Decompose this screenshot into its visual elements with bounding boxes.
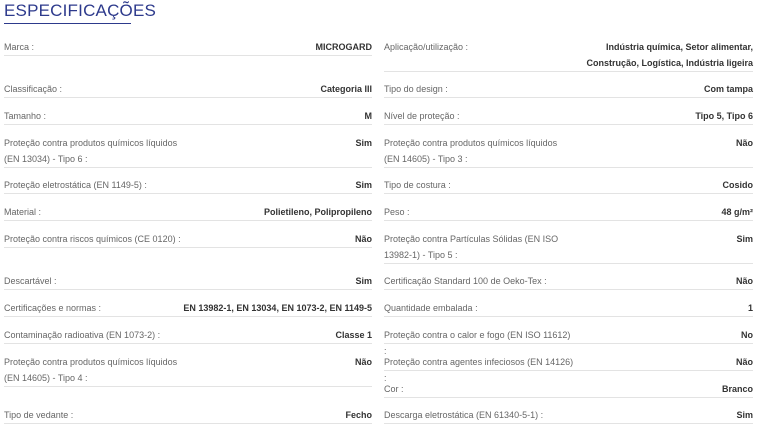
spec-label: Descartável :	[4, 276, 57, 286]
spec-label: Nível de proteção :	[384, 111, 460, 121]
spec-label: Proteção contra produtos químicos líquidos (EN 14605) - Tipo 4 :	[4, 357, 178, 383]
spec-label: Peso :	[384, 207, 410, 217]
spec-value: Não	[735, 357, 753, 367]
spec-label: Quantidade embalada :	[384, 303, 478, 313]
spec-row-marca	[4, 39, 372, 56]
spec-label: Proteção contra produtos químicos líquidos (EN 14605) - Tipo 3 :	[384, 138, 558, 164]
spec-value: M	[364, 111, 372, 121]
spec-value: Classe 1	[335, 330, 372, 340]
spec-label: Tamanho :	[4, 111, 47, 121]
spec-row-en14605-tipo4	[4, 354, 372, 387]
spec-row-design	[384, 81, 753, 98]
spec-label: Proteção contra Partículas Sólidas (EN ISO 13982-1) - Tipo 5 :	[384, 234, 559, 260]
spec-label: Proteção contra o calor e fogo (EN ISO 11612) :	[384, 330, 571, 356]
spec-value: 1	[747, 303, 753, 313]
spec-value: Cosido	[722, 180, 753, 190]
spec-row-cor	[384, 381, 753, 398]
spec-value: Categoria III	[320, 84, 372, 94]
spec-row-vedante	[4, 407, 372, 424]
spec-label: Marca :	[4, 42, 35, 52]
spec-row-en61340	[384, 407, 753, 424]
spec-value: Sim	[736, 410, 753, 420]
spec-label: Descarga eletrostática (EN 61340-5-1) :	[384, 410, 544, 420]
spec-value: Branco	[721, 384, 753, 394]
page-title: ESPECIFICAÇÕES	[4, 1, 157, 20]
spec-label: Certificação Standard 100 de Oeko-Tex :	[384, 276, 547, 286]
spec-label: Classificação :	[4, 84, 63, 94]
spec-value: Não	[735, 138, 753, 148]
spec-value: MICROGARD	[315, 42, 372, 52]
spec-label: Certificações e normas :	[4, 303, 102, 313]
spec-row-en1149	[4, 177, 372, 194]
spec-value: No	[741, 330, 753, 340]
spec-label: Contaminação radioativa (EN 1073-2) :	[4, 330, 161, 340]
title-underline	[4, 23, 131, 24]
spec-value: Indústria química, Setor alimentar, Construção, Logística, Indústria ligeira	[586, 42, 753, 68]
spec-label: Proteção contra riscos químicos (CE 0120) :	[4, 234, 181, 244]
spec-label: Tipo de vedante :	[4, 410, 74, 420]
spec-value: 48 g/m²	[721, 207, 753, 217]
spec-row-en14605-tipo3	[384, 135, 753, 168]
spec-label: Tipo de costura :	[384, 180, 451, 190]
spec-row-en11612	[384, 327, 753, 356]
spec-label: Tipo do design :	[384, 84, 448, 94]
spec-label: Material :	[4, 207, 42, 217]
spec-value: Sim	[355, 138, 372, 148]
spec-value: Fecho	[345, 410, 372, 420]
spec-row-costura	[384, 177, 753, 194]
spec-value: Não	[354, 357, 372, 367]
spec-label: Proteção contra produtos químicos líquidos (EN 13034) - Tipo 6 :	[4, 138, 178, 164]
spec-value: Sim	[355, 180, 372, 190]
spec-label: Cor :	[384, 384, 404, 394]
spec-row-oeko-tex	[384, 273, 753, 290]
spec-row-ce0120	[4, 231, 372, 248]
spec-label: Aplicação/utilização :	[384, 42, 469, 52]
spec-value: Tipo 5, Tipo 6	[695, 111, 753, 121]
spec-value: Sim	[355, 276, 372, 286]
spec-row-peso	[384, 204, 753, 221]
spec-row-certificacoes	[4, 300, 372, 317]
spec-row-classificacao	[4, 81, 372, 98]
spec-label: Proteção contra agentes infeciosos (EN 14126) :	[384, 357, 574, 383]
spec-row-descartavel	[4, 273, 372, 290]
spec-row-en1073	[4, 327, 372, 344]
spec-label: Proteção eletrostática (EN 1149-5) :	[4, 180, 147, 190]
spec-value: Não	[735, 276, 753, 286]
spec-value: Não	[354, 234, 372, 244]
spec-value: Sim	[736, 234, 753, 244]
spec-row-en14126	[384, 354, 753, 383]
spec-row-aplicacao	[384, 39, 753, 72]
spec-row-quantidade	[384, 300, 753, 317]
spec-row-tamanho	[4, 108, 372, 125]
spec-row-en13034	[4, 135, 372, 168]
spec-row-material	[4, 204, 372, 221]
spec-value: Polietileno, Polipropileno	[263, 207, 372, 217]
spec-value: Com tampa	[703, 84, 753, 94]
spec-row-en13982	[384, 231, 753, 264]
spec-row-nivel-protecao	[384, 108, 753, 125]
spec-value: EN 13982-1, EN 13034, EN 1073-2, EN 1149-5	[183, 303, 372, 313]
